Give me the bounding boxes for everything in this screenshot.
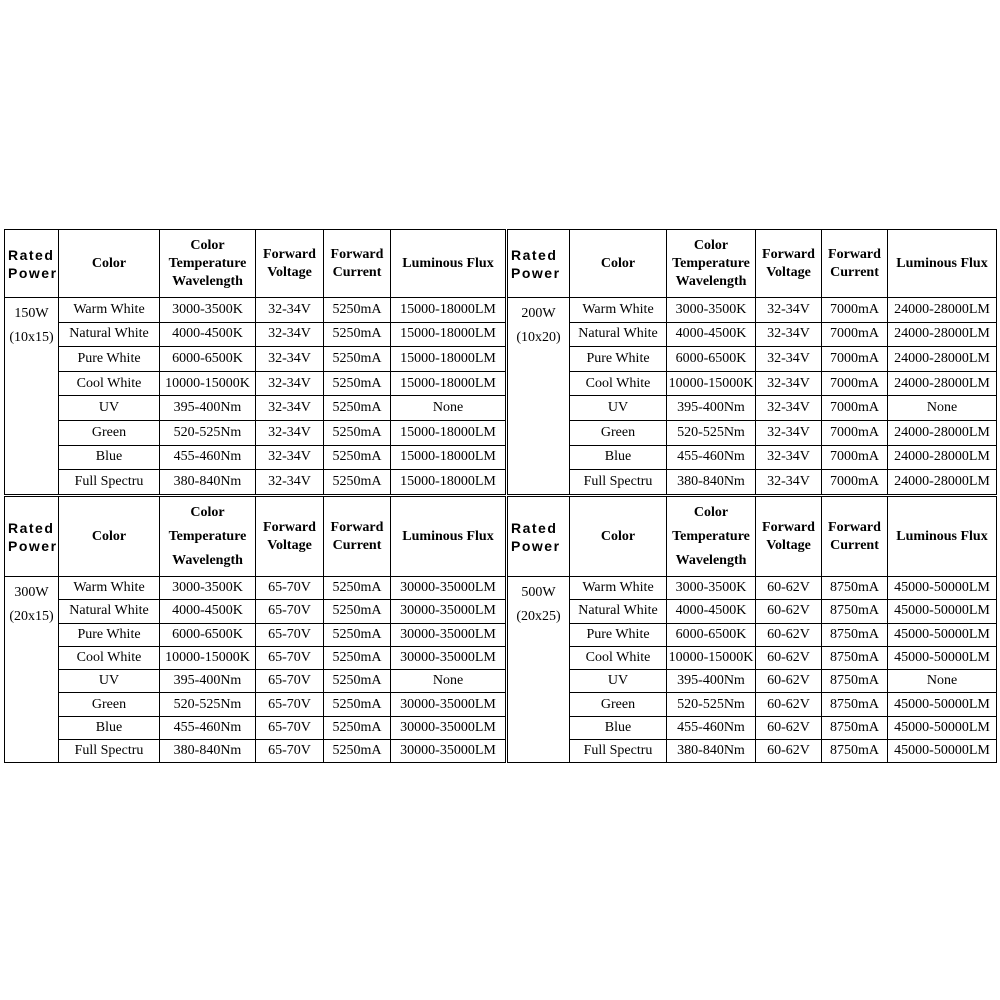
forward-current-header-line: Current — [830, 264, 879, 280]
table-row — [508, 670, 997, 693]
current-cell: 5250mA — [324, 670, 391, 693]
luminous-flux-cell: None — [888, 396, 997, 421]
rated-power-cell — [508, 298, 570, 495]
color-cell: Full Spectru — [59, 470, 160, 495]
temperature-cell: 10000-15000K — [160, 371, 256, 396]
color-cell: Blue — [570, 716, 667, 739]
table-row — [508, 445, 997, 470]
current-cell: 8750mA — [822, 623, 888, 646]
color-temperature-header-line: Wavelength — [675, 273, 747, 289]
voltage-cell: 32-34V — [756, 347, 822, 372]
color-temperature-header — [160, 230, 256, 298]
temperature-cell: 6000-6500K — [160, 347, 256, 372]
color-cell: Warm White — [570, 577, 667, 600]
temperature-cell: 6000-6500K — [160, 623, 256, 646]
color-cell: UV — [570, 670, 667, 693]
color-cell: Full Spectru — [570, 470, 667, 495]
current-cell: 7000mA — [822, 298, 888, 323]
table-row — [5, 420, 506, 445]
temperature-cell: 10000-15000K — [667, 646, 756, 669]
rated-power-header-line: Rated — [511, 246, 558, 263]
rated-power-header — [508, 230, 570, 298]
voltage-cell: 65-70V — [256, 693, 324, 716]
spec-table-0 — [4, 229, 506, 495]
luminous-flux-header-line: Luminous Flux — [896, 528, 988, 544]
color-temperature-header-line: Wavelength — [675, 552, 747, 568]
table-row — [508, 716, 997, 739]
voltage-cell: 60-62V — [756, 600, 822, 623]
spec-table-2 — [4, 496, 506, 763]
rated-power-header — [5, 497, 59, 577]
color-cell: Blue — [59, 445, 160, 470]
color-cell: Green — [570, 420, 667, 445]
forward-current-header-line: Forward — [330, 519, 384, 535]
current-cell: 5250mA — [324, 716, 391, 739]
rated-power-cell — [5, 577, 59, 763]
color-header-line: Color — [600, 528, 636, 544]
forward-current-header-line: Forward — [828, 519, 881, 535]
current-cell: 7000mA — [822, 322, 888, 347]
luminous-flux-cell: 45000-50000LM — [888, 740, 997, 763]
rated-power-header-line: Power — [8, 537, 58, 554]
luminous-flux-header — [391, 230, 506, 298]
current-cell: 5250mA — [324, 420, 391, 445]
board-size-value: (20x25) — [516, 609, 561, 624]
current-cell: 5250mA — [324, 371, 391, 396]
color-cell: Pure White — [59, 347, 160, 372]
forward-voltage-header-line: Forward — [762, 246, 815, 262]
temperature-cell: 455-460Nm — [667, 445, 756, 470]
forward-voltage-header-line: Voltage — [766, 537, 811, 553]
header-row — [5, 497, 506, 577]
temperature-cell: 520-525Nm — [667, 693, 756, 716]
luminous-flux-cell: None — [391, 396, 506, 421]
voltage-cell: 60-62V — [756, 646, 822, 669]
table-row — [508, 740, 997, 763]
luminous-flux-header-line: Luminous Flux — [896, 255, 988, 271]
luminous-flux-cell: 45000-50000LM — [888, 646, 997, 669]
forward-voltage-header — [756, 497, 822, 577]
luminous-flux-cell: 45000-50000LM — [888, 623, 997, 646]
color-cell: Cool White — [59, 646, 160, 669]
table-row — [5, 396, 506, 421]
table-row — [5, 623, 506, 646]
current-cell: 5250mA — [324, 577, 391, 600]
rated-power-value: 300W — [14, 585, 49, 600]
color-temperature-header-line: Color — [190, 237, 225, 253]
spec-table-3 — [507, 496, 997, 763]
table-row — [5, 600, 506, 623]
rated-power-header-line: Power — [511, 537, 561, 554]
rated-power-value: 200W — [521, 306, 556, 321]
color-header — [570, 230, 667, 298]
table-row — [5, 646, 506, 669]
voltage-cell: 60-62V — [756, 693, 822, 716]
temperature-cell: 6000-6500K — [667, 347, 756, 372]
luminous-flux-cell: 45000-50000LM — [888, 693, 997, 716]
luminous-flux-cell: 15000-18000LM — [391, 298, 506, 323]
forward-current-header-line: Current — [332, 264, 382, 280]
color-temperature-header-line: Temperature — [168, 528, 247, 544]
color-cell: Green — [570, 693, 667, 716]
temperature-cell: 380-840Nm — [667, 470, 756, 495]
table-row — [508, 420, 997, 445]
luminous-flux-header — [888, 230, 997, 298]
color-cell: Full Spectru — [570, 740, 667, 763]
color-header — [570, 497, 667, 577]
voltage-cell: 60-62V — [756, 716, 822, 739]
color-header-line: Color — [91, 528, 127, 544]
temperature-cell: 395-400Nm — [160, 670, 256, 693]
forward-voltage-header-line: Voltage — [267, 537, 312, 553]
forward-voltage-header — [256, 230, 324, 298]
luminous-flux-header — [888, 497, 997, 577]
table-row — [508, 347, 997, 372]
temperature-cell: 520-525Nm — [160, 420, 256, 445]
color-cell: Natural White — [570, 322, 667, 347]
color-temperature-header — [667, 230, 756, 298]
color-cell: Cool White — [570, 371, 667, 396]
voltage-cell: 32-34V — [256, 347, 324, 372]
voltage-cell: 32-34V — [756, 371, 822, 396]
rated-power-value: 500W — [521, 585, 556, 600]
luminous-flux-cell: 24000-28000LM — [888, 371, 997, 396]
spec-table-1 — [507, 229, 997, 495]
luminous-flux-cell: 15000-18000LM — [391, 470, 506, 495]
rated-power-header-line: Rated — [511, 519, 558, 536]
voltage-cell: 65-70V — [256, 716, 324, 739]
current-cell: 5250mA — [324, 470, 391, 495]
luminous-flux-cell: 15000-18000LM — [391, 322, 506, 347]
color-header-line: Color — [91, 255, 127, 271]
color-header — [59, 497, 160, 577]
header-row — [5, 230, 506, 298]
voltage-cell: 32-34V — [756, 445, 822, 470]
forward-voltage-header-line: Voltage — [267, 264, 312, 280]
color-temperature-header-line: Color — [693, 504, 729, 520]
color-cell: Warm White — [59, 298, 160, 323]
voltage-cell: 60-62V — [756, 623, 822, 646]
table-row — [508, 371, 997, 396]
voltage-cell: 32-34V — [256, 298, 324, 323]
color-temperature-header-line: Wavelength — [172, 552, 243, 568]
current-cell: 5250mA — [324, 396, 391, 421]
forward-current-header-line: Forward — [828, 246, 881, 262]
luminous-flux-cell: 30000-35000LM — [391, 623, 506, 646]
table-row — [5, 740, 506, 763]
voltage-cell: 60-62V — [756, 670, 822, 693]
current-cell: 5250mA — [324, 322, 391, 347]
color-temperature-header-line: Temperature — [168, 255, 247, 271]
current-cell: 8750mA — [822, 740, 888, 763]
luminous-flux-cell: 24000-28000LM — [888, 347, 997, 372]
color-cell: UV — [59, 670, 160, 693]
temperature-cell: 380-840Nm — [160, 470, 256, 495]
luminous-flux-cell: 24000-28000LM — [888, 445, 997, 470]
temperature-cell: 455-460Nm — [160, 716, 256, 739]
color-cell: Green — [59, 420, 160, 445]
rated-power-cell — [5, 298, 59, 495]
forward-current-header-line: Current — [830, 537, 879, 553]
board-size-value: (10x15) — [9, 330, 54, 345]
luminous-flux-cell: 15000-18000LM — [391, 420, 506, 445]
temperature-cell: 395-400Nm — [667, 670, 756, 693]
luminous-flux-cell: None — [888, 670, 997, 693]
temperature-cell: 3000-3500K — [160, 577, 256, 600]
current-cell: 7000mA — [822, 445, 888, 470]
voltage-cell: 65-70V — [256, 577, 324, 600]
color-temperature-header-line: Color — [190, 504, 225, 520]
header-row — [508, 230, 997, 298]
luminous-flux-header-line: Luminous Flux — [402, 528, 494, 544]
luminous-flux-header-line: Luminous Flux — [402, 255, 494, 271]
table-row — [5, 445, 506, 470]
temperature-cell: 4000-4500K — [160, 322, 256, 347]
forward-current-header — [822, 230, 888, 298]
current-cell: 5250mA — [324, 347, 391, 372]
current-cell: 5250mA — [324, 740, 391, 763]
table-row — [508, 396, 997, 421]
temperature-cell: 380-840Nm — [667, 740, 756, 763]
forward-voltage-header-line: Forward — [762, 519, 815, 535]
voltage-cell: 32-34V — [756, 470, 822, 495]
color-cell: Blue — [59, 716, 160, 739]
temperature-cell: 4000-4500K — [667, 322, 756, 347]
forward-voltage-header — [756, 230, 822, 298]
color-cell: Blue — [570, 445, 667, 470]
voltage-cell: 65-70V — [256, 623, 324, 646]
voltage-cell: 65-70V — [256, 670, 324, 693]
temperature-cell: 520-525Nm — [160, 693, 256, 716]
current-cell: 7000mA — [822, 371, 888, 396]
current-cell: 8750mA — [822, 600, 888, 623]
voltage-cell: 32-34V — [756, 298, 822, 323]
temperature-cell: 3000-3500K — [667, 298, 756, 323]
current-cell: 5250mA — [324, 445, 391, 470]
temperature-cell: 3000-3500K — [160, 298, 256, 323]
color-cell: UV — [59, 396, 160, 421]
luminous-flux-cell: 30000-35000LM — [391, 646, 506, 669]
color-temperature-header-line: Temperature — [672, 528, 750, 544]
luminous-flux-cell: 30000-35000LM — [391, 740, 506, 763]
color-cell: Cool White — [59, 371, 160, 396]
current-cell: 8750mA — [822, 693, 888, 716]
current-cell: 7000mA — [822, 420, 888, 445]
current-cell: 7000mA — [822, 396, 888, 421]
rated-power-header-line: Power — [511, 264, 561, 281]
rated-power-header — [508, 497, 570, 577]
color-cell: Pure White — [59, 623, 160, 646]
temperature-cell: 4000-4500K — [667, 600, 756, 623]
temperature-cell: 10000-15000K — [667, 371, 756, 396]
voltage-cell: 65-70V — [256, 600, 324, 623]
luminous-flux-cell: 45000-50000LM — [888, 600, 997, 623]
current-cell: 5250mA — [324, 693, 391, 716]
luminous-flux-cell: 24000-28000LM — [888, 420, 997, 445]
board-size-value: (10x20) — [516, 330, 561, 345]
table-row — [5, 322, 506, 347]
table-row — [5, 371, 506, 396]
color-cell: Pure White — [570, 623, 667, 646]
temperature-cell: 455-460Nm — [667, 716, 756, 739]
forward-voltage-header-line: Forward — [263, 519, 316, 535]
forward-current-header — [324, 497, 391, 577]
table-row — [508, 646, 997, 669]
table-row — [508, 298, 997, 323]
rated-power-cell — [508, 577, 570, 763]
header-row — [508, 497, 997, 577]
current-cell: 7000mA — [822, 470, 888, 495]
voltage-cell: 32-34V — [756, 322, 822, 347]
color-temperature-header-line: Temperature — [672, 255, 750, 271]
luminous-flux-cell: None — [391, 670, 506, 693]
table-row — [5, 298, 506, 323]
table-row — [508, 577, 997, 600]
voltage-cell: 60-62V — [756, 740, 822, 763]
luminous-flux-cell: 30000-35000LM — [391, 716, 506, 739]
table-row — [5, 670, 506, 693]
color-temperature-header-line: Color — [693, 237, 729, 253]
temperature-cell: 455-460Nm — [160, 445, 256, 470]
color-temperature-header — [160, 497, 256, 577]
rated-power-header-line: Power — [8, 264, 58, 281]
table-row — [508, 470, 997, 495]
current-cell: 8750mA — [822, 670, 888, 693]
luminous-flux-cell: 15000-18000LM — [391, 445, 506, 470]
color-temperature-header-line: Wavelength — [172, 273, 243, 289]
color-header — [59, 230, 160, 298]
board-size-value: (20x15) — [9, 609, 54, 624]
temperature-cell: 395-400Nm — [667, 396, 756, 421]
color-cell: UV — [570, 396, 667, 421]
table-row — [508, 322, 997, 347]
current-cell: 8750mA — [822, 646, 888, 669]
temperature-cell: 395-400Nm — [160, 396, 256, 421]
current-cell: 5250mA — [324, 623, 391, 646]
voltage-cell: 32-34V — [256, 396, 324, 421]
rated-power-header-line: Rated — [8, 246, 55, 263]
luminous-flux-cell: 24000-28000LM — [888, 322, 997, 347]
luminous-flux-cell: 24000-28000LM — [888, 470, 997, 495]
color-cell: Warm White — [570, 298, 667, 323]
temperature-cell: 380-840Nm — [160, 740, 256, 763]
rated-power-header-line: Rated — [8, 519, 55, 536]
table-row — [508, 600, 997, 623]
current-cell: 5250mA — [324, 600, 391, 623]
temperature-cell: 6000-6500K — [667, 623, 756, 646]
forward-voltage-header — [256, 497, 324, 577]
luminous-flux-cell: 30000-35000LM — [391, 577, 506, 600]
forward-voltage-header-line: Forward — [263, 246, 316, 262]
voltage-cell: 32-34V — [256, 322, 324, 347]
current-cell: 5250mA — [324, 298, 391, 323]
luminous-flux-cell: 15000-18000LM — [391, 371, 506, 396]
forward-current-header-line: Current — [332, 537, 382, 553]
current-cell: 8750mA — [822, 577, 888, 600]
rated-power-header — [5, 230, 59, 298]
color-cell: Green — [59, 693, 160, 716]
color-cell: Natural White — [570, 600, 667, 623]
table-row — [5, 347, 506, 372]
table-row — [5, 470, 506, 495]
voltage-cell: 65-70V — [256, 740, 324, 763]
luminous-flux-cell: 30000-35000LM — [391, 600, 506, 623]
color-cell: Natural White — [59, 322, 160, 347]
color-cell: Cool White — [570, 646, 667, 669]
voltage-cell: 32-34V — [256, 470, 324, 495]
table-row — [508, 623, 997, 646]
color-cell: Full Spectru — [59, 740, 160, 763]
forward-current-header — [324, 230, 391, 298]
forward-current-header-line: Forward — [330, 246, 384, 262]
luminous-flux-header — [391, 497, 506, 577]
voltage-cell: 32-34V — [756, 396, 822, 421]
temperature-cell: 520-525Nm — [667, 420, 756, 445]
luminous-flux-cell: 15000-18000LM — [391, 347, 506, 372]
voltage-cell: 32-34V — [756, 420, 822, 445]
temperature-cell: 3000-3500K — [667, 577, 756, 600]
luminous-flux-cell: 30000-35000LM — [391, 693, 506, 716]
luminous-flux-cell: 45000-50000LM — [888, 716, 997, 739]
table-row — [5, 716, 506, 739]
voltage-cell: 32-34V — [256, 371, 324, 396]
current-cell: 5250mA — [324, 646, 391, 669]
luminous-flux-cell: 45000-50000LM — [888, 577, 997, 600]
current-cell: 7000mA — [822, 347, 888, 372]
temperature-cell: 4000-4500K — [160, 600, 256, 623]
voltage-cell: 32-34V — [256, 445, 324, 470]
rated-power-value: 150W — [14, 306, 49, 321]
table-row — [5, 693, 506, 716]
color-cell: Natural White — [59, 600, 160, 623]
luminous-flux-cell: 24000-28000LM — [888, 298, 997, 323]
table-row — [5, 577, 506, 600]
color-header-line: Color — [600, 255, 636, 271]
voltage-cell: 65-70V — [256, 646, 324, 669]
color-cell: Pure White — [570, 347, 667, 372]
forward-voltage-header-line: Voltage — [766, 264, 811, 280]
table-row — [508, 693, 997, 716]
forward-current-header — [822, 497, 888, 577]
voltage-cell: 32-34V — [256, 420, 324, 445]
voltage-cell: 60-62V — [756, 577, 822, 600]
current-cell: 8750mA — [822, 716, 888, 739]
color-cell: Warm White — [59, 577, 160, 600]
color-temperature-header — [667, 497, 756, 577]
temperature-cell: 10000-15000K — [160, 646, 256, 669]
